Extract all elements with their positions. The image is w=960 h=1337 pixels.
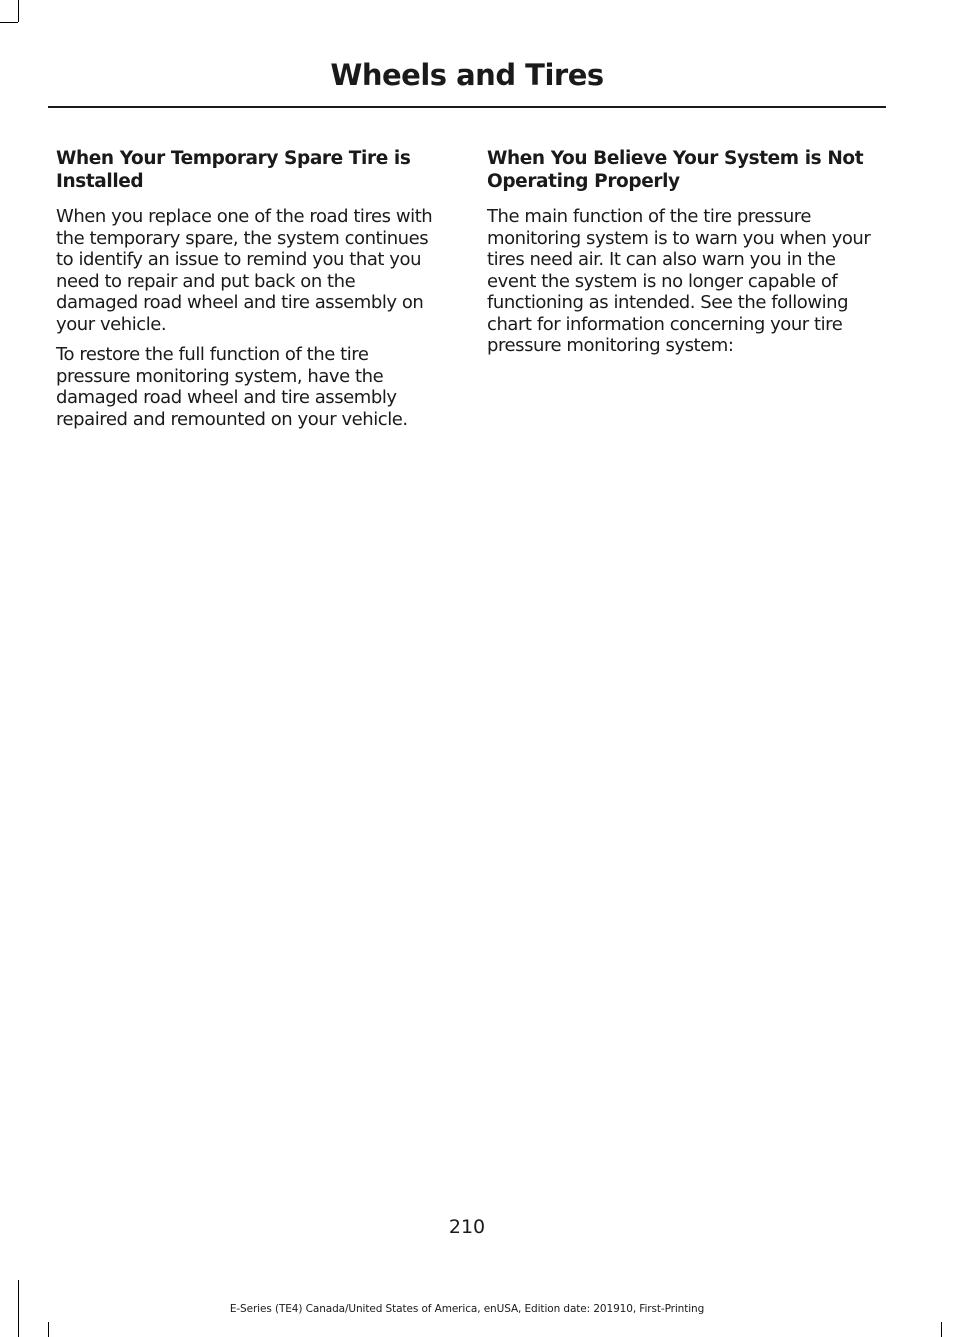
right-section-heading: When You Believe Your System is Not Operating Properly: [487, 148, 864, 192]
crop-mark-bottom-right: [941, 1322, 942, 1337]
crop-mark-bottom-left-inner: [48, 1322, 49, 1337]
edition-info: E-Series (TE4) Canada/United States of America, enUSA, Edition date: 201910, First-Printing: [229, 1303, 705, 1315]
left-paragraph-1: When you replace one of the road tires with the temporary spare, the system continues to identify an issue to remind you that you need to repair and put back on the damaged road wheel and tire assembly on your vehicle.: [56, 206, 433, 335]
right-paragraph-1: The main function of the tire pressure monitoring system is to warn you when your tires need air. It can also warn you in the event the system is no longer capable of functioning as intended. See the following chart for information concerning your tire pressure monitoring system:: [487, 206, 871, 356]
left-paragraph-2: To restore the full function of the tire pressure monitoring system, have the damaged road wheel and tire assembly repaired and remounted on your vehicle.: [56, 344, 408, 430]
crop-mark-bottom-left: [18, 1280, 19, 1337]
page-title: Wheels and Tires: [330, 58, 604, 92]
crop-mark-top-left: [18, 0, 19, 22]
left-column: [56, 147, 442, 439]
header-divider: [48, 106, 886, 108]
left-section-heading: When Your Temporary Spare Tire is Installed: [56, 148, 411, 192]
page-number: 210: [448, 1216, 486, 1238]
right-column: [487, 147, 885, 366]
crop-mark-top-left-horizontal: [0, 22, 18, 23]
